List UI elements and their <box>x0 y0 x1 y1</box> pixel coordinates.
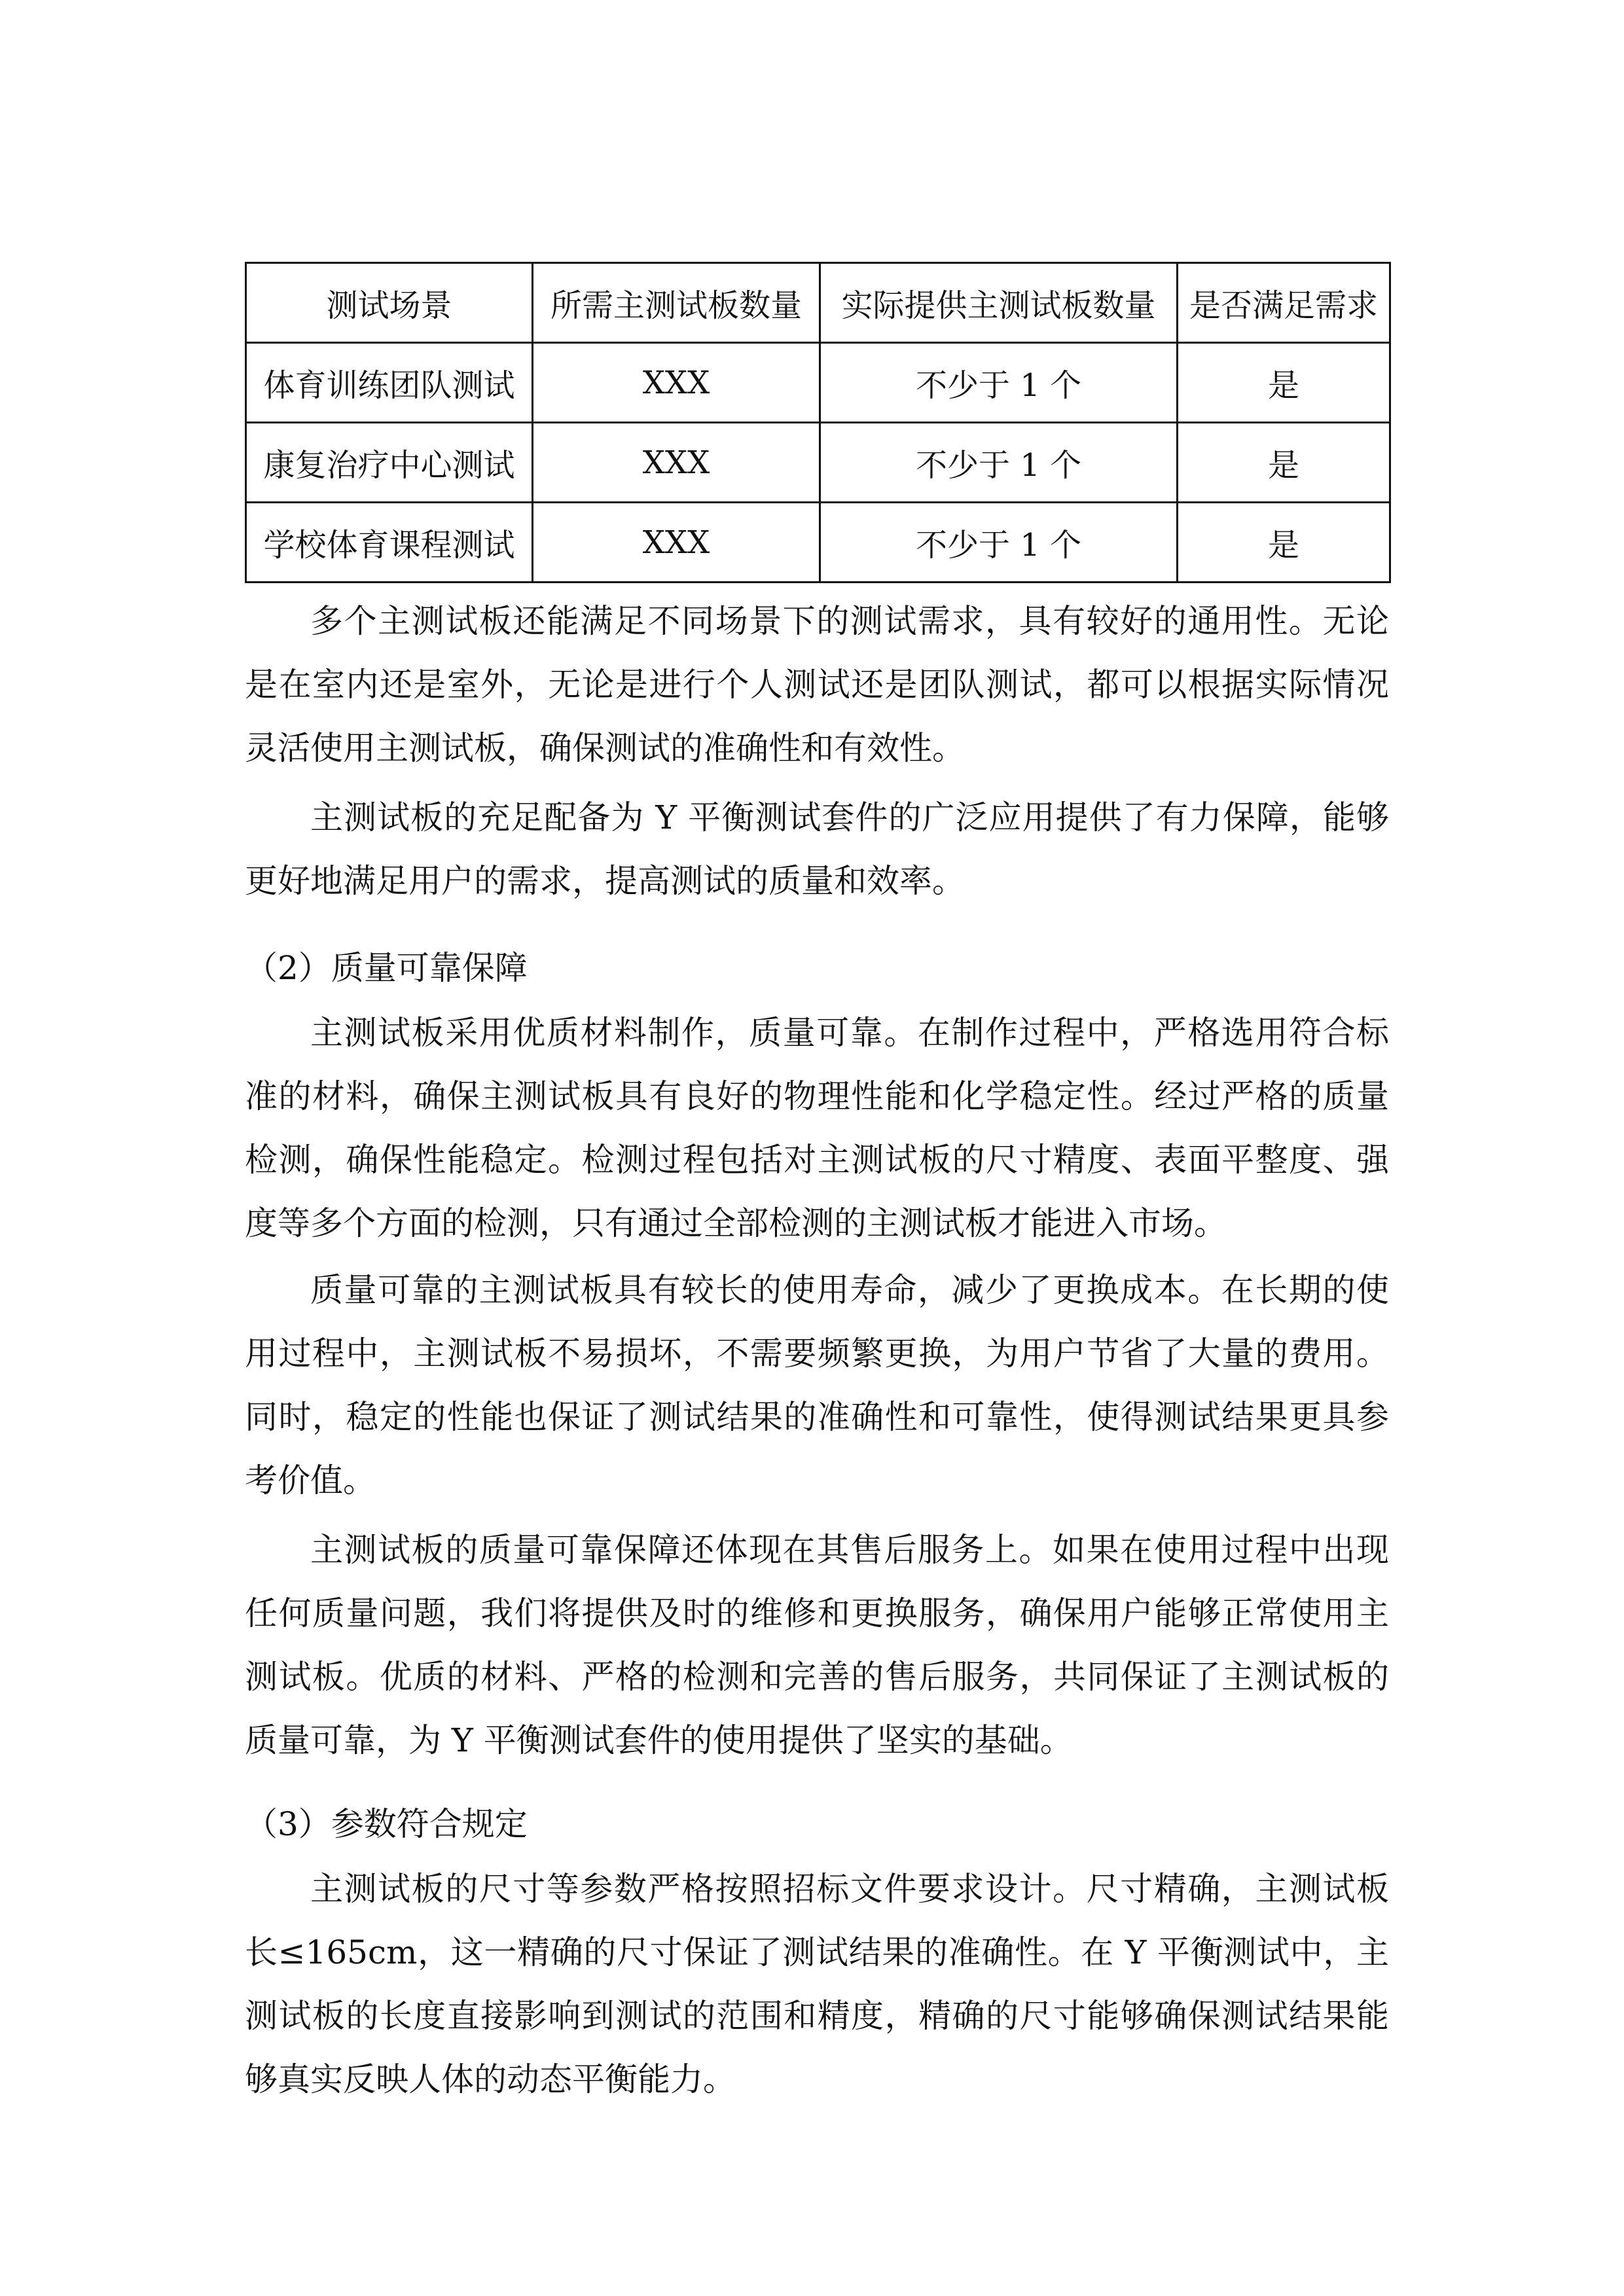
table-header-row <box>246 263 1390 343</box>
paragraph: 主测试板的质量可靠保障还体现在其售后服务上。如果在使用过程中出现任何质量问题，我们将提供及时的维修和更换服务，确保用户能够正常使用主测试板。优质的材料、严格的检测和完善的售后服务，共同保证了主测试板的质量可靠，为 Y 平衡测试套件的使用提供了坚实的基础。 <box>245 1531 1389 1759</box>
header-cell: 实际提供主测试板数量 <box>820 263 1178 343</box>
section-heading: （3）参数符合规定 <box>245 1805 528 1843</box>
section-heading: （2）质量可靠保障 <box>245 949 528 987</box>
table-row <box>246 343 1390 423</box>
table-cell: 不少于 1 个 <box>820 503 1178 583</box>
test-scenario-table <box>245 262 1391 583</box>
table-cell: XXX <box>533 343 820 423</box>
table-cell: XXX <box>533 503 820 583</box>
table-cell: 康复治疗中心测试 <box>246 423 533 503</box>
header-cell: 所需主测试板数量 <box>533 263 820 343</box>
paragraph: 质量可靠的主测试板具有较长的使用寿命，减少了更换成本。在长期的使用过程中，主测试板不易损坏，不需要频繁更换，为用户节省了大量的费用。同时，稳定的性能也保证了测试结果的准确性和可靠性，使得测试结果更具参考价值。 <box>245 1271 1389 1499</box>
paragraph: 主测试板的尺寸等参数严格按照招标文件要求设计。尺寸精确，主测试板长≤165cm，这一精确的尺寸保证了测试结果的准确性。在 Y 平衡测试中，主测试板的长度直接影响到测试的范围和精度，精确的尺寸能够确保测试结果能够真实反映人体的动态平衡能力。 <box>245 1870 1389 2098</box>
table-cell: 不少于 1 个 <box>820 343 1178 423</box>
table-cell: 是 <box>1178 423 1390 503</box>
table-cell: 是 <box>1178 503 1390 583</box>
table-cell: 不少于 1 个 <box>820 423 1178 503</box>
paragraph: 主测试板采用优质材料制作，质量可靠。在制作过程中，严格选用符合标准的材料，确保主测试板具有良好的物理性能和化学稳定性。经过严格的质量检测，确保性能稳定。检测过程包括对主测试板的尺寸精度、表面平整度、强度等多个方面的检测，只有通过全部检测的主测试板才能进入市场。 <box>245 1014 1389 1242</box>
table-row <box>246 423 1390 503</box>
header-cell: 测试场景 <box>246 263 533 343</box>
table-cell: XXX <box>533 423 820 503</box>
table-cell: 体育训练团队测试 <box>246 343 533 423</box>
table-cell: 是 <box>1178 343 1390 423</box>
paragraph: 主测试板的充足配备为 Y 平衡测试套件的广泛应用提供了有力保障，能够更好地满足用户的需求，提高测试的质量和效率。 <box>245 798 1389 900</box>
table-cell: 学校体育课程测试 <box>246 503 533 583</box>
table-row <box>246 503 1390 583</box>
header-cell: 是否满足需求 <box>1178 263 1390 343</box>
paragraph: 多个主测试板还能满足不同场景下的测试需求，具有较好的通用性。无论是在室内还是室外，无论是进行个人测试还是团队测试，都可以根据实际情况灵活使用主测试板，确保测试的准确性和有效性。 <box>245 602 1389 767</box>
